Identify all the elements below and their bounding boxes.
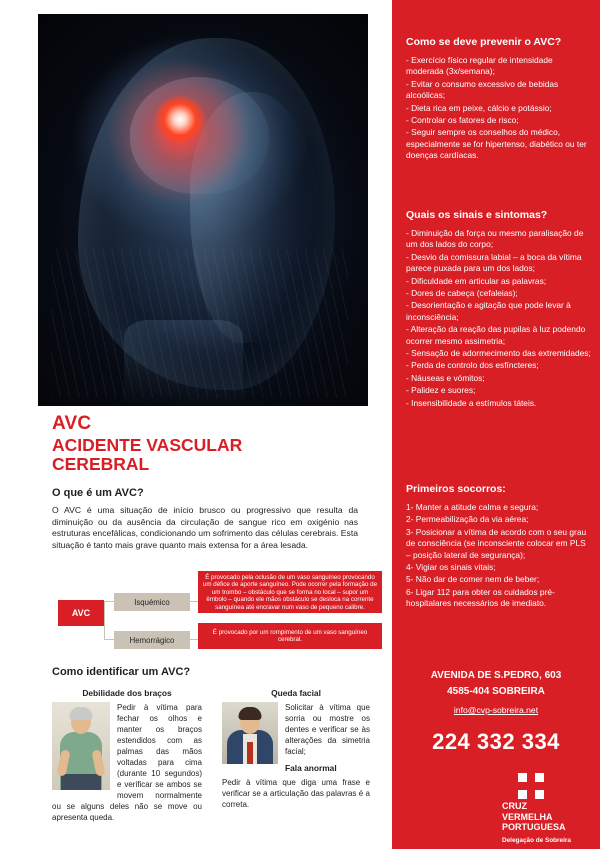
symptoms-list	[406, 228, 592, 409]
prevention-block	[406, 36, 592, 163]
photo-hair	[239, 707, 262, 720]
list-item: - Dificuldade em articular as palavras;	[406, 275, 547, 286]
nerve-strands	[51, 249, 348, 398]
diagram-text-hemorrhagic: É provocado por um rompimento de um vaso sanguíneo cerebral.	[198, 623, 382, 649]
prevention-list	[406, 55, 592, 162]
symptoms-block	[406, 209, 592, 410]
diagram-text-ischemic: É provocado pela oclusão de um vaso sanguíneo provocando um défice de aporte sanguíneo. Pode ocorrer pela formação de um trombo – obstáculo que se forma no local – supor um êmbolo – quando ele mãos obstáculo se desloca na corrente sanguínea até encravar num vaso de pequeno calibre.	[198, 571, 382, 613]
list-item: - Diminuição da força ou mesmo paralisação de um dos lados do corpo;	[406, 228, 584, 250]
address-line-2: 4585-404 SOBREIRA	[447, 686, 545, 697]
right-column	[392, 0, 600, 849]
identify-heading: Como identificar um AVC?	[52, 666, 191, 678]
list-item: - Desorientação e agitação que pode levar à inconsciência;	[406, 300, 571, 322]
organization-logo	[406, 771, 592, 844]
photo-hair	[70, 707, 93, 720]
list-item: - Dieta rica em peixe, cálcio e potássio;	[406, 102, 552, 113]
diagram-node-ischemic: Isquémico	[114, 593, 190, 611]
brain-stroke-image	[38, 14, 368, 406]
page-title	[52, 413, 352, 474]
logo-subtitle: Delegação de Sobreira	[502, 836, 571, 844]
email-link[interactable]: info@cvp-sobreira.net	[453, 705, 539, 715]
first-aid-block	[406, 483, 592, 611]
red-cross-icon	[518, 773, 544, 799]
list-item: - Náuseas e vómitos;	[406, 372, 485, 383]
list-item: 5- Não dar de comer nem de beber;	[406, 574, 540, 585]
list-item: - Desvio da comissura labial – a boca da vítima parece puxada para um dos lados;	[406, 251, 582, 274]
list-item: - Seguir sempre os conselhos do médico, especialmente se for hipertenso, diabético ou ter doenças cardíacas.	[406, 127, 587, 161]
list-item: 4- Vigiar os sinais vitais;	[406, 562, 496, 573]
elderly-woman-photo	[52, 702, 110, 790]
first-aid-heading: Primeiros socorros:	[406, 483, 506, 495]
identify-face-speech-block	[222, 688, 370, 810]
intro-text: O AVC é uma situação de início brusco ou progressivo que resulta da diminuição ou da ausência da circulação de sangue rico em oxigénio nas estruturas encefálicas, condicionando um sofrimento das células cerebrais. Esta situação é tanto mais grave quanto mais extensa for a área lesada.	[52, 505, 358, 550]
identify-arms-text: Pedir à vítima para fechar os olhos e manter os braços estendidos com as palmas das mãos voltadas para cima (durante 10 segundos) e verificar se ambos se movem normalmente ou se alguns deles não se move ou apresenta queda.	[52, 703, 202, 822]
logo-line-1: CRUZ	[502, 801, 527, 811]
list-item: - Perda de controlo dos esfíncteres;	[406, 360, 539, 371]
list-item: - Controlar os fatores de risco;	[406, 115, 519, 126]
photo-tie	[247, 742, 253, 764]
avc-types-diagram	[52, 568, 382, 656]
diagram-root-node: AVC	[58, 600, 104, 626]
identify-speech-title: Fala anormal	[285, 763, 337, 773]
logo-line-3: PORTUGUESA	[502, 822, 566, 832]
title-full-line1: ACIDENTE VASCULAR	[52, 435, 243, 455]
first-aid-list	[406, 502, 592, 610]
list-item: 1- Manter a atitude calma e segura;	[406, 502, 539, 512]
diagram-node-hemorrhagic: Hemorrágico	[114, 631, 190, 649]
contact-block	[392, 668, 600, 755]
symptoms-heading: Quais os sinais e sintomas?	[406, 209, 548, 221]
list-item: 2- Permeabilização da via aérea;	[406, 514, 529, 525]
list-item: - Sensação de adormecimento das extremidades;	[406, 348, 591, 359]
logo-line-2: VERMELHA	[502, 811, 553, 822]
list-item: 3- Posicionar a vítima de acordo com o seu grau de consciência (se inconsciente colocar em PLS – posição lateral de segurança);	[406, 526, 587, 560]
address-line-1: AVENIDA DE S.PEDRO, 603	[430, 670, 562, 681]
list-item: - Evitar o consumo excessivo de bebidas alcoólicas;	[406, 78, 559, 101]
prevention-heading: Como se deve prevenir o AVC?	[406, 36, 562, 48]
list-item: - Insensibilidade a estímulos táteis.	[406, 397, 537, 408]
brain-shape	[130, 77, 269, 195]
intro-heading: O que é um AVC?	[52, 487, 144, 499]
list-item: - Palidez e suores;	[406, 385, 476, 396]
phone-number: 224 332 334	[432, 729, 560, 754]
list-item: - Alteração da reação das pupilas à luz podendo ocorrer mesmo assimetria;	[406, 324, 586, 346]
identify-arms-title: Debilidade dos braços	[82, 688, 172, 698]
head-silhouette	[38, 14, 368, 406]
diagram-connector	[104, 601, 105, 640]
man-photo	[222, 702, 278, 764]
title-full-line2: CEREBRAL	[52, 454, 150, 474]
identify-face-text: Solicitar à vítima que sorria ou mostre os dentes e verificar se às alterações da simetria facial;	[285, 703, 370, 756]
photo-skirt	[61, 774, 101, 790]
title-acronym: AVC	[52, 413, 92, 434]
list-item: - Dores de cabeça (cefaleias);	[406, 288, 518, 299]
identify-arms-block	[52, 688, 202, 823]
identify-face-title: Queda facial	[271, 688, 321, 698]
list-item: 6- Ligar 112 para obter os cuidados pré-hospitalares necessários de imediato.	[406, 586, 555, 609]
list-item: - Exercício físico regular de intensidade moderada (3x/semana);	[406, 55, 553, 77]
identify-speech-text: Pedir à vítima que diga uma frase e verificar se a articulação das palavras é a correta.	[222, 778, 370, 809]
